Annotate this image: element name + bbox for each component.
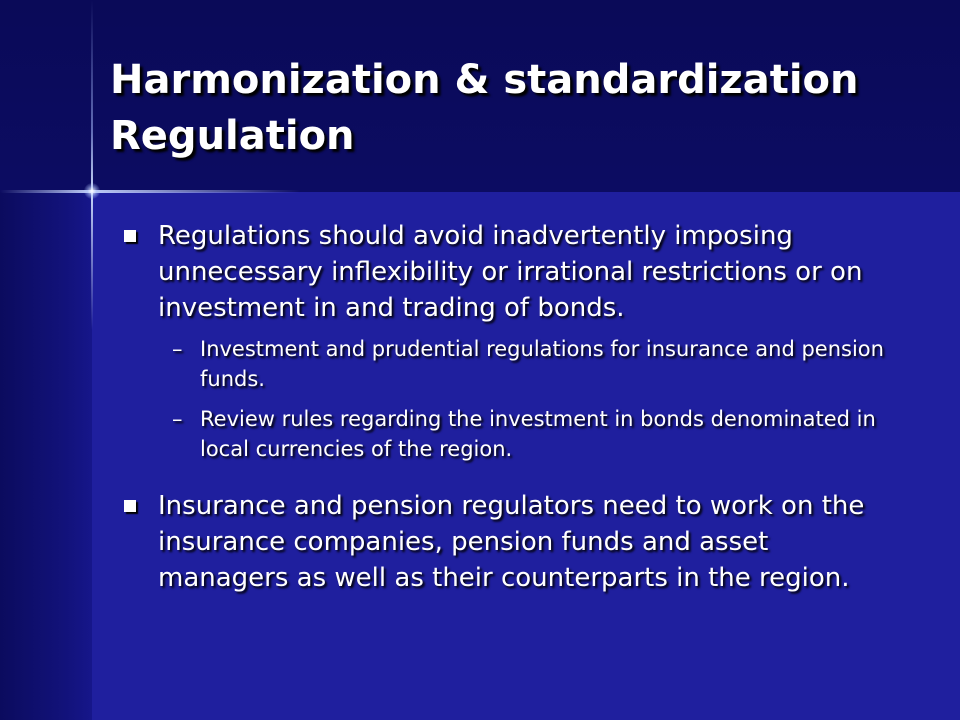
vertical-glow-line [91,0,93,330]
slide-title-line-1: Harmonization & standardization [110,57,859,103]
dash-marker: – [172,337,183,361]
square-bullet-icon [124,500,136,512]
sub-bullet-item [124,404,894,464]
sub-bullet-item [124,334,894,394]
sub-bullet-text: Review rules regarding the investment in bonds denominated in local currencies of the region. [200,407,876,461]
bullet-text: Regulations should avoid inadvertently imposing unnecessary inflexibility or irrational restrictions or on investment in and trading of bonds. [158,221,863,323]
dash-marker: – [172,407,183,431]
bullet-item [124,488,894,596]
slide-body [124,218,894,596]
square-bullet-icon [124,230,136,242]
sparkle-icon [84,183,100,199]
slide-title [110,52,940,164]
sub-bullet-text: Investment and prudential regulations for insurance and pension funds. [200,337,884,391]
bullet-item [124,218,894,326]
horizontal-glow-line [0,190,300,193]
bullet-text: Insurance and pension regulators need to work on the insurance companies, pension funds and asset managers as well as their counterparts in the region. [158,491,865,593]
slide-title-line-2: Regulation [110,113,355,159]
